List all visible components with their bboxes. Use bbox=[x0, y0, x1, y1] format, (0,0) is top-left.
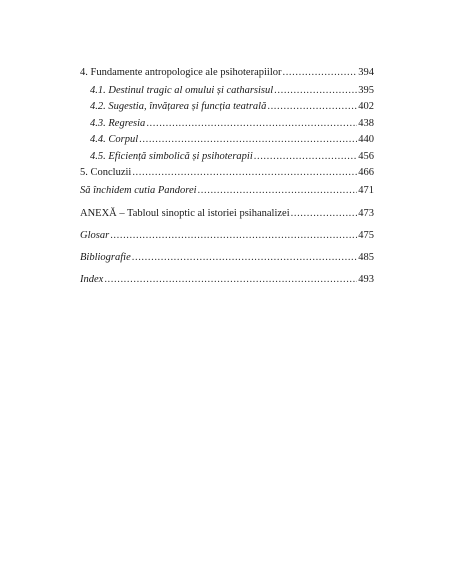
toc-entry-label: 4.1. Destinul tragic al omului și catharsisul bbox=[90, 85, 274, 96]
toc-entry-page: 485 bbox=[358, 252, 374, 263]
toc-entry-label: 4.5. Eficiență simbolică și psihoterapii bbox=[90, 151, 253, 162]
toc-entry-anexa bbox=[80, 207, 374, 221]
toc-entry-glosar bbox=[80, 229, 374, 243]
toc-entry-4-1 bbox=[90, 84, 374, 98]
toc-entry-4-3 bbox=[90, 117, 374, 131]
toc-entry-label: 4.4. Corpul bbox=[90, 134, 139, 145]
dot-leader bbox=[146, 117, 357, 131]
toc-entry-label: 4. Fundamente antropologice ale psihoterapiilor bbox=[80, 67, 282, 78]
toc-entry-page: 395 bbox=[358, 85, 374, 96]
toc-entry-pandora bbox=[80, 184, 374, 198]
toc-entry-page: 493 bbox=[358, 274, 374, 285]
dot-leader bbox=[104, 273, 357, 287]
dot-leader bbox=[132, 166, 357, 180]
dot-leader bbox=[254, 150, 358, 164]
toc-entry-label: 4.3. Regresia bbox=[90, 118, 146, 129]
toc-entry-page: 475 bbox=[358, 230, 374, 241]
toc-entry-page: 402 bbox=[358, 101, 374, 112]
toc-entry-page: 394 bbox=[358, 67, 374, 78]
dot-leader bbox=[291, 207, 358, 221]
toc-entry-page: 473 bbox=[358, 208, 374, 219]
dot-leader bbox=[132, 251, 358, 265]
toc-entry-index bbox=[80, 273, 374, 287]
toc-entry-label: Glosar bbox=[80, 230, 110, 241]
dot-leader bbox=[110, 229, 357, 243]
dot-leader bbox=[267, 100, 357, 114]
toc-entry-label: ANEXĂ – Tabloul sinoptic al istoriei psihanalizei bbox=[80, 208, 290, 219]
dot-leader bbox=[274, 84, 357, 98]
toc-entry-4-2 bbox=[90, 100, 374, 114]
toc-entry-5 bbox=[80, 166, 374, 180]
dot-leader bbox=[198, 184, 358, 198]
toc-entry-bibliografie bbox=[80, 251, 374, 265]
toc-entry-page: 466 bbox=[358, 167, 374, 178]
toc-entry-page: 440 bbox=[358, 134, 374, 145]
toc-entry-label: 5. Concluzii bbox=[80, 167, 132, 178]
toc-entry-label: Bibliografie bbox=[80, 252, 131, 263]
toc-entry-4-5 bbox=[90, 150, 374, 164]
dot-leader bbox=[139, 133, 357, 147]
toc-entry-label: Index bbox=[80, 274, 104, 285]
toc-entry-4-4 bbox=[90, 133, 374, 147]
toc-entry-page: 438 bbox=[358, 118, 374, 129]
toc-entry-label: Să închidem cutia Pandorei bbox=[80, 185, 197, 196]
dot-leader bbox=[282, 66, 357, 80]
toc-entry-4 bbox=[80, 66, 374, 80]
toc-entry-label: 4.2. Sugestia, învățarea și funcția teatrală bbox=[90, 101, 267, 112]
toc-entry-page: 456 bbox=[358, 151, 374, 162]
toc-entry-page: 471 bbox=[358, 185, 374, 196]
